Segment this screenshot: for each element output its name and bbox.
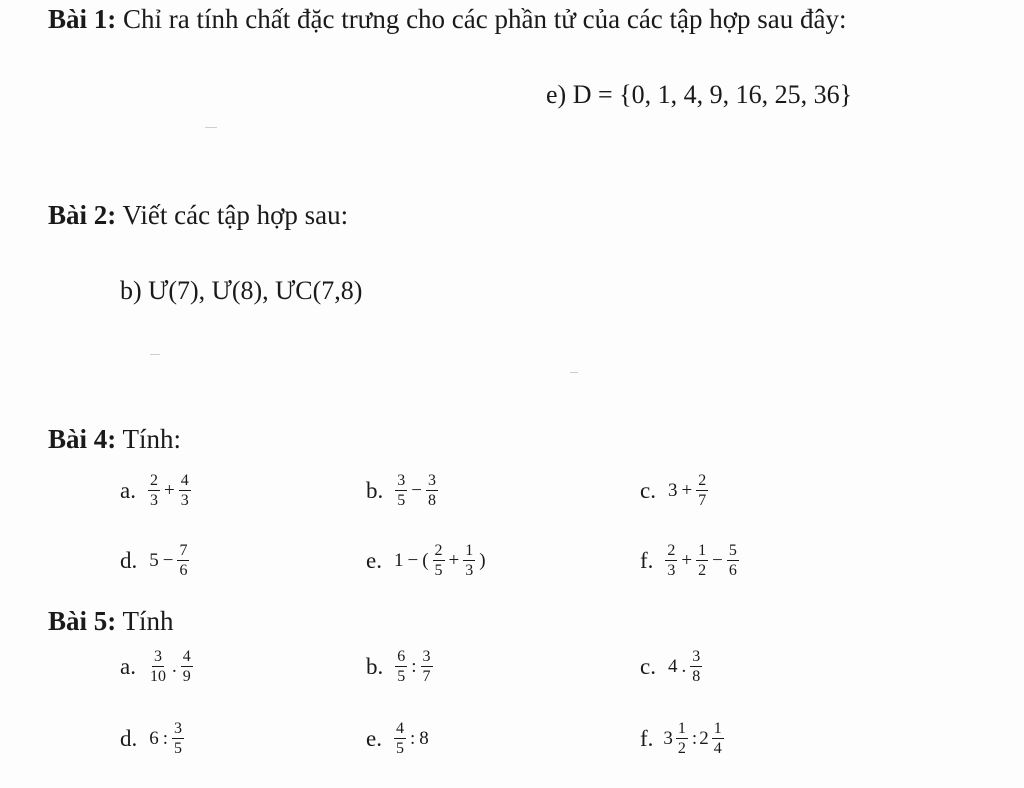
item-label: d.: [120, 547, 138, 573]
numerator: 4: [182, 648, 191, 665]
fraction: [395, 472, 407, 509]
bai5-item-a: [120, 648, 195, 685]
item-label: f.: [640, 725, 654, 751]
term: 6: [149, 727, 159, 749]
fraction: [727, 542, 739, 579]
numerator: 1: [465, 542, 474, 559]
numerator: 3: [397, 472, 406, 489]
operator: +: [163, 479, 175, 501]
denominator: 3: [149, 492, 158, 509]
numerator: 2: [149, 472, 158, 489]
denominator: 5: [395, 740, 404, 757]
bai2-item-b: b) Ư(7), Ư(8), ƯC(7,8): [120, 276, 363, 305]
denominator: 8: [692, 668, 701, 685]
item-label: c.: [640, 477, 656, 503]
bai4-item-a: [120, 472, 193, 509]
operator: +: [681, 549, 693, 571]
fraction: [690, 648, 702, 685]
bai4-heading: [48, 424, 181, 455]
denominator: 5: [397, 492, 406, 509]
fraction: [426, 472, 438, 509]
numerator: 2: [434, 542, 443, 559]
bai5-item-f: [640, 720, 726, 757]
fraction: [181, 648, 193, 685]
term: 8: [419, 727, 429, 749]
numerator: 2: [698, 472, 707, 489]
fraction: [712, 720, 724, 757]
numerator: 3: [174, 720, 183, 737]
operator: −: [407, 549, 419, 571]
numerator: 3: [427, 472, 436, 489]
numerator: 6: [397, 648, 406, 665]
item-label: f.: [640, 547, 654, 573]
denominator: 8: [427, 492, 436, 509]
fraction: [395, 648, 407, 685]
term: 1: [393, 549, 404, 571]
operator: .: [171, 655, 177, 677]
item-label: c.: [640, 653, 656, 679]
numerator: 1: [677, 720, 686, 737]
operator: :: [162, 727, 169, 749]
fraction: [421, 648, 433, 685]
denominator: 3: [465, 562, 474, 579]
bai4-item-d: [120, 542, 191, 579]
denominator: 9: [182, 668, 191, 685]
bai2-heading: [48, 200, 348, 231]
fraction: [696, 472, 708, 509]
denominator: 7: [422, 668, 431, 685]
fraction: [172, 720, 184, 757]
operator: :: [409, 727, 416, 749]
denominator: 10: [149, 668, 166, 685]
fraction: [463, 542, 475, 579]
numerator: 7: [179, 542, 188, 559]
denominator: 7: [698, 492, 707, 509]
bai4-text: Tính:: [122, 424, 182, 454]
denominator: 3: [180, 492, 189, 509]
bai2-label: Bài 2:: [48, 200, 117, 230]
bai4-item-e: [366, 542, 488, 579]
operator: .: [681, 655, 687, 677]
bai1-text: Chỉ ra tính chất đặc trưng cho các phần tử của các tập hợp sau đây:: [123, 4, 847, 34]
bai4-item-f: [640, 542, 741, 579]
operator: −: [712, 549, 723, 571]
numerator: 1: [713, 720, 722, 737]
denominator: 3: [667, 562, 676, 579]
operator: −: [162, 549, 174, 571]
item-label: a.: [120, 477, 136, 503]
bai5-item-b: [366, 648, 435, 685]
operator: −: [411, 479, 422, 501]
operator: +: [448, 549, 460, 571]
numerator: 2: [667, 542, 676, 559]
whole-part: 2: [699, 727, 709, 749]
fraction: [179, 472, 191, 509]
operator: +: [681, 479, 693, 501]
denominator: 4: [713, 740, 722, 757]
bai4-item-b: [366, 472, 440, 509]
fraction: [676, 720, 688, 757]
numerator: 4: [395, 720, 404, 737]
bai5-item-c: [640, 648, 704, 685]
denominator: 2: [677, 740, 686, 757]
fraction: [148, 648, 168, 685]
numerator: 3: [692, 648, 701, 665]
bai2-text: Viết các tập hợp sau:: [122, 200, 349, 230]
item-label: e.: [366, 547, 382, 573]
whole-part: 3: [663, 727, 673, 749]
numerator: 4: [180, 472, 189, 489]
bai5-item-e: [366, 720, 431, 757]
operator: :: [411, 655, 417, 677]
operator: :: [691, 727, 698, 749]
fraction: [433, 542, 445, 579]
numerator: 3: [153, 648, 162, 665]
numerator: 5: [728, 542, 737, 559]
item-label: b.: [366, 477, 384, 503]
bai1-label: Bài 1:: [48, 4, 117, 34]
bai5-text: Tính: [122, 606, 174, 636]
item-label: d.: [120, 725, 138, 751]
denominator: 5: [174, 740, 183, 757]
bai5-heading: [48, 606, 174, 637]
mixed-number: [663, 720, 690, 757]
numerator: 3: [422, 648, 431, 665]
denominator: 5: [397, 668, 406, 685]
bai1-item-e: e) D = {0, 1, 4, 9, 16, 25, 36}: [546, 80, 853, 109]
bai4-label: Bài 4:: [48, 424, 117, 454]
fraction: [394, 720, 406, 757]
item-label: e.: [366, 725, 382, 751]
close-paren: ): [479, 549, 486, 571]
denominator: 6: [179, 562, 188, 579]
fraction: [665, 542, 677, 579]
fraction: [148, 472, 160, 509]
denominator: 5: [434, 562, 443, 579]
bai5-item-d: [120, 720, 186, 757]
bai5-label: Bài 5:: [48, 606, 117, 636]
fraction: [696, 542, 708, 579]
denominator: 6: [728, 562, 737, 579]
open-paren: (: [422, 549, 429, 571]
item-label: a.: [120, 653, 136, 679]
fraction: [177, 542, 189, 579]
bai4-item-c: [640, 472, 710, 509]
term: 3: [667, 479, 678, 501]
term: 4: [667, 655, 678, 677]
bai1-heading: [48, 4, 847, 35]
numerator: 1: [698, 542, 707, 559]
mixed-number: [699, 720, 726, 757]
denominator: 2: [698, 562, 707, 579]
item-label: b.: [366, 653, 384, 679]
term: 5: [149, 549, 159, 571]
